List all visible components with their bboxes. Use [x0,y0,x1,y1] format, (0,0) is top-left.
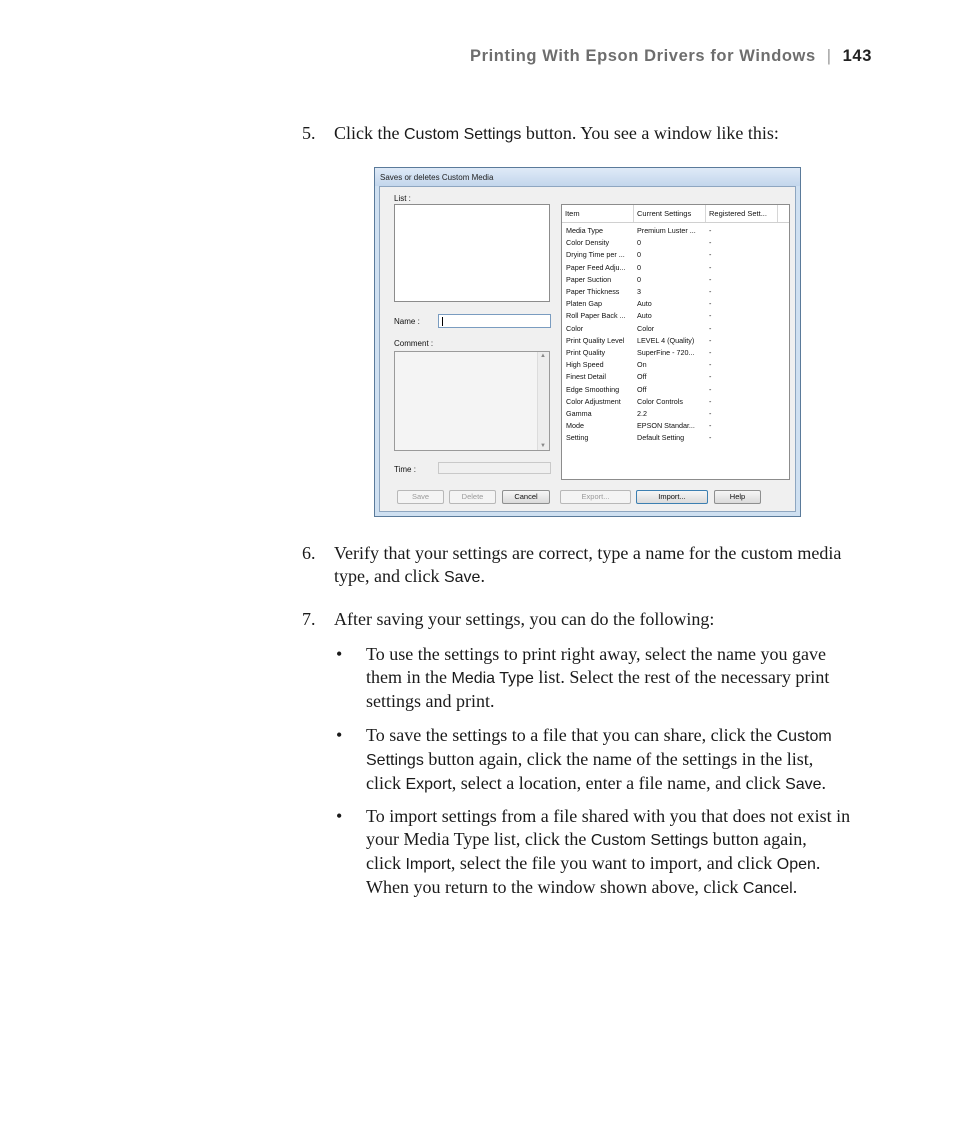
cell-registered-setting: - [709,226,712,235]
cell-current-setting: Auto [637,311,652,321]
dialog-client-area [379,186,796,512]
step-7-number: 7. [302,609,316,629]
cell-registered-setting: - [709,372,712,382]
custom-media-list[interactable] [394,204,550,302]
cell-item: Print Quality [566,348,606,357]
cell-current-setting: Premium Luster ... [637,226,696,235]
bullet-symbol: • [336,644,343,664]
cell-registered-setting: - [709,323,712,333]
comment-scrollbar[interactable] [537,352,549,450]
cell-item: Color Density [566,238,610,248]
help-button[interactable]: Help [714,490,761,504]
table-row[interactable] [562,432,789,444]
cell-current-setting: 0 [637,274,641,284]
comment-textarea[interactable] [394,351,550,451]
scroll-down-icon[interactable]: ▼ [540,443,546,449]
cell-item: Color Adjustment [566,396,621,406]
table-row[interactable] [562,262,789,274]
cell-registered-setting: - [709,433,712,443]
settings-table[interactable] [561,204,790,480]
column-header-item[interactable]: Item [562,205,634,222]
import-button[interactable]: Import... [636,490,708,504]
save-button[interactable]: Save [397,490,444,504]
cell-item: Paper Suction [566,274,612,284]
table-row[interactable] [562,347,789,359]
bullet-1-text: To use the settings to print right away, select the name you gave them in the Media Type list. Select the rest of the necessary print settings and print. [366,644,830,711]
ui-term: Custom Settings [404,126,522,143]
cell-registered-setting: - [709,384,712,394]
cell-current-setting: On [637,360,647,370]
table-row[interactable] [562,237,789,249]
table-row[interactable] [562,371,789,383]
cell-item: Platen Gap [566,299,602,309]
step-5-text: Click the Custom Settings button. You see a window like this: [334,123,779,143]
table-row[interactable] [562,298,789,310]
ui-term: Custom [776,728,832,745]
ui-term: Media Type [451,670,534,687]
cell-item: Finest Detail [566,372,606,382]
table-row[interactable] [562,274,789,286]
scroll-up-icon[interactable]: ▲ [540,353,546,359]
cell-current-setting: 0 [637,262,641,272]
time-field [438,462,551,474]
ui-term: Custom Settings [590,832,709,849]
cell-current-setting: 0 [637,250,641,260]
cell-registered-setting: - [709,287,712,296]
step-6-text: Verify that your settings are correct, type a name for the custom media type, and click Save. [334,543,842,586]
ui-term: Cancel [742,880,793,897]
table-row[interactable] [562,396,789,408]
cell-item: Edge Smoothing [566,384,620,394]
cell-registered-setting: - [709,348,712,357]
bullet-symbol: • [336,725,343,745]
running-header [470,47,872,66]
ui-term: Save [785,776,822,793]
cell-current-setting: Off [637,372,647,382]
cell-registered-setting: - [709,299,712,309]
table-row[interactable] [562,408,789,420]
table-row[interactable] [562,310,789,322]
table-row[interactable] [562,323,789,335]
table-row[interactable] [562,335,789,347]
cell-registered-setting: - [709,335,712,345]
custom-media-dialog [374,167,801,517]
step-7-text: After saving your settings, you can do the following: [334,609,715,629]
header-separator: | [826,47,832,65]
cancel-button[interactable]: Cancel [502,490,550,504]
column-header-registered[interactable]: Registered Sett... [706,205,778,222]
ui-term: Save [443,569,481,586]
cell-item: Mode [566,421,584,431]
export-button[interactable]: Export... [560,490,631,504]
cell-current-setting: 0 [637,238,641,248]
step-5-number: 5. [302,123,316,143]
cell-registered-setting: - [709,311,712,321]
cell-registered-setting: - [709,409,712,418]
ui-term: Import [405,856,451,873]
cell-current-setting: Off [637,384,647,394]
ui-term: Settings [366,752,424,769]
cell-item: Drying Time per ... [566,250,625,260]
cell-registered-setting: - [709,262,712,272]
cell-registered-setting: - [709,274,712,284]
column-header-current[interactable]: Current Settings [634,205,706,222]
settings-table-header [562,205,789,223]
ui-term: Open [776,856,816,873]
text-caret [442,317,443,326]
cell-registered-setting: - [709,360,712,370]
dialog-title: Saves or deletes Custom Media [380,173,494,182]
cell-registered-setting: - [709,396,712,406]
name-label: Name : [394,317,420,326]
cell-item: High Speed [566,360,604,370]
cell-current-setting: Default Setting [637,433,685,443]
bullet-symbol: • [336,806,343,826]
cell-item: Paper Feed Adju... [566,262,626,272]
cell-item: Roll Paper Back ... [566,311,626,321]
cell-current-setting: LEVEL 4 (Quality) [637,335,695,345]
page-number: 143 [842,47,872,65]
bullet-3-text: To import settings from a file shared with you that does not exist in your Media Type list, click the Custom Settings button again, click Import, select the file you want to import, and click Open. When you return to the window shown above, click Cancel. [366,806,851,897]
list-label: List : [394,194,411,203]
cell-current-setting: Color [637,323,655,333]
cell-registered-setting: - [709,238,712,248]
cell-current-setting: Color Controls [637,396,683,406]
ui-term: Export [405,776,452,793]
table-row[interactable] [562,249,789,261]
cell-item: Gamma [566,409,592,418]
cell-item: Paper Thickness [566,287,620,296]
dialog-titlebar [375,168,800,186]
cell-registered-setting: - [709,250,712,260]
cell-item: Media Type [566,226,604,235]
bullet-2-text: To save the settings to a file that you can share, click the Custom Settings button again, click the name of the settings in the list, click Export, select a location, enter a file name, and click Save. [366,725,832,793]
time-label: Time : [394,465,416,474]
delete-button[interactable]: Delete [449,490,496,504]
table-row[interactable] [562,359,789,371]
cell-item: Print Quality Level [566,335,625,345]
cell-registered-setting: - [709,421,712,431]
cell-current-setting: SuperFine - 720... [637,348,695,357]
step-6-number: 6. [302,543,316,563]
cell-current-setting: 3 [637,287,641,296]
comment-label: Comment : [394,339,434,348]
name-input[interactable] [438,314,551,328]
table-row[interactable] [562,286,789,298]
table-row[interactable] [562,384,789,396]
cell-item: Setting [566,433,589,443]
cell-current-setting: 2.2 [637,409,647,418]
table-row[interactable] [562,225,789,237]
cell-current-setting: EPSON Standar... [637,421,695,431]
cell-current-setting: Auto [637,299,652,309]
cell-item: Color [566,323,584,333]
header-title: Printing With Epson Drivers for Windows [469,47,816,65]
table-row[interactable] [562,420,789,432]
